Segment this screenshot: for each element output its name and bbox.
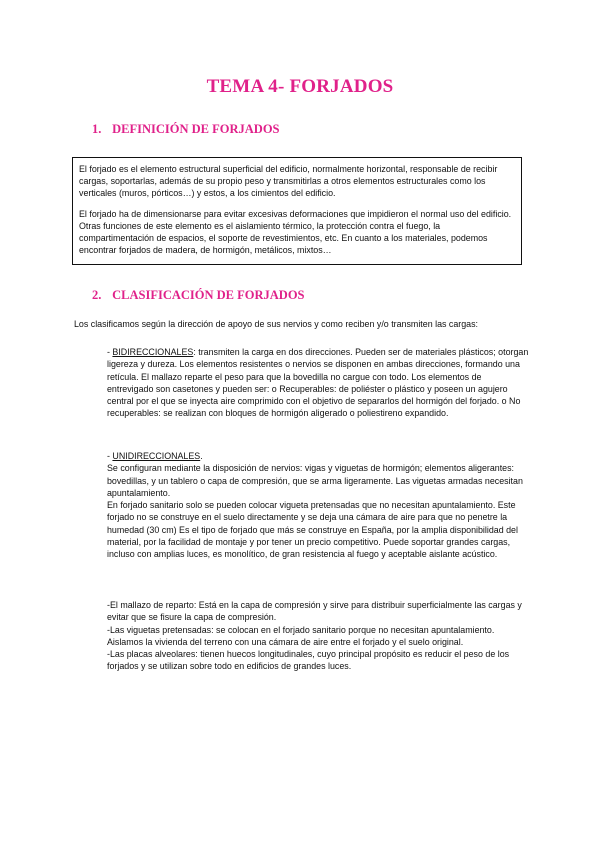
section-heading-definicion [92, 122, 280, 137]
list-item-bidireccionales [107, 346, 529, 420]
page-title: TEMA 4- FORJADOS [206, 76, 394, 97]
section-heading-text: CLASIFICACIÓN DE FORJADOS [112, 288, 305, 302]
unidireccionales-heading [107, 450, 529, 462]
term-suffix: . [200, 451, 203, 461]
list-item-viguetas: -Las viguetas pretensadas: se colocan en el forjado sanitario porque no necesitan apuntalamiento. Aislamos la vivienda del terreno con una cámara de aire entre el forjado y el suelo original. [107, 624, 495, 647]
section-heading-text: DEFINICIÓN DE FORJADOS [112, 122, 280, 136]
definition-box [72, 157, 522, 265]
list-item-unidireccionales [107, 450, 529, 561]
bidireccionales-text: : transmiten la carga en dos direcciones. Pueden ser de materiales plásticos; otorgan ligereza y dureza. Los elementos resistentes o nervios se disponen en ambas direcciones, formando una retícula. El mallazo reparte el peso para que la bovedilla no cargue con todo. Los elementos de entrevigado son casetones y pueden ser: o Recuperables: de poliéster o plástico y poseen un agujero central por el que se inyecta aire comprimido con el objetivo de separarlos del hormigón del forjado. o No recuperables: se realizan con bloques de hormigón aligerado o poliestireno expandido. [107, 347, 529, 419]
unidireccionales-paragraph-2: En forjado sanitario solo se pueden colocar vigueta pretensadas que no necesitan apuntalamiento. Este forjado no se construye en el suelo directamente y se deja una cámara de aire para que no penetre la humedad (30 cm) Es el tipo de forjado que más se construye en España, por la amplia disponibilidad del material, por la facilidad de montaje y por tener un precio competitivo. Puede soportar grandes cargas, incluso con amplias luces, es monolítico, de gran resistencia al fuego y aceptable aislante acústico. [107, 500, 518, 560]
bullet-prefix: - [107, 347, 113, 357]
section-heading-clasificacion [92, 288, 305, 303]
classification-intro: Los clasificamos según la dirección de apoyo de sus nervios y como reciben y/o transmiten las cargas: [74, 319, 479, 329]
definition-paragraph-1: El forjado es el elemento estructural superficial del edificio, normalmente horizontal, responsable de recibir cargas, soportarlas, además de su propio peso y transmitirlas a otros elementos estructurales como los verticales (muros, pórticos…) y estos, a los cimientos del edificio. [79, 164, 498, 199]
term-bidireccionales: BIDIRECCIONALES [112, 347, 194, 357]
definition-paragraph-2: El forjado ha de dimensionarse para evitar excesivas deformaciones que impidieron el normal uso del edificio. Otras funciones de este elemento es el aislamiento térmico, la protección contra el fuego, la compartimentación de espacios, el soporte de revestimientos, etc. En cuanto a los materiales, podemos encontrar forjados de madera, de hormigón, metálicos, mixtos… [79, 208, 512, 256]
components-list [107, 599, 529, 673]
bidireccionales-paragraph [107, 346, 529, 420]
section-number: 1. [92, 122, 102, 136]
bullet-prefix: - [107, 451, 113, 461]
list-item-placas: -Las placas alveolares: tienen huecos longitudinales, cuyo principal propósito es reducir el peso de los forjados y se utilizan sobre todo en edificios de grandes luces. [107, 649, 510, 672]
list-item-mallazo: -El mallazo de reparto: Está en la capa de compresión y sirve para distribuir superficialmente las cargas y evitar que se fisure la capa de compresión. [107, 600, 522, 623]
unidireccionales-paragraph-1: Se configuran mediante la disposición de nervios: vigas y viguetas de hormigón; elementos aligerantes: bovedillas, y un tablero o capa de compresión, que se arma ligeramente. Las viguetas armadas necesitan apuntalamiento. [107, 463, 523, 498]
term-unidireccionales: UNIDIRECCIONALES [112, 451, 201, 461]
section-number: 2. [92, 288, 102, 302]
